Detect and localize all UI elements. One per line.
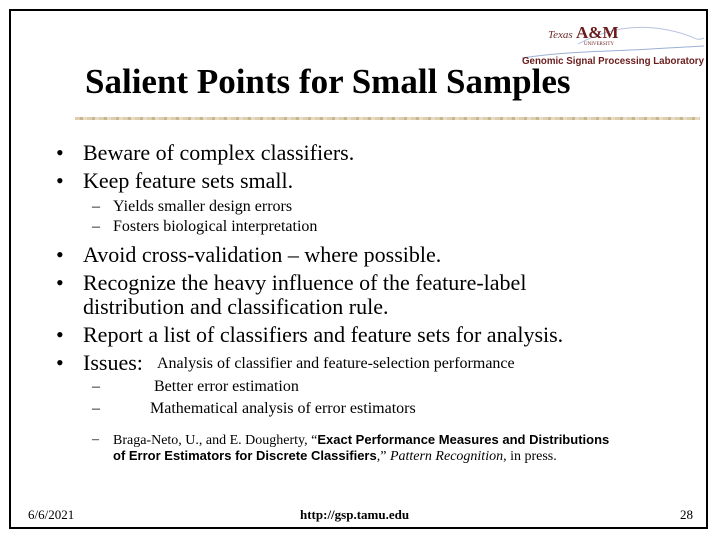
bullet-text: Avoid cross-validation – where possible. xyxy=(83,242,442,267)
reference-mid: ,” xyxy=(376,449,390,464)
dash-glyph: – xyxy=(92,400,100,417)
footer-date: 6/6/2021 xyxy=(28,507,75,522)
bullet-continuation: distribution and classification rule. xyxy=(83,294,389,319)
bullet-glyph: • xyxy=(56,350,64,375)
svg-text:UNIVERSITY: UNIVERSITY xyxy=(584,42,614,47)
reference-title-line1: Exact Performance Measures and Distributions xyxy=(317,432,610,447)
bullet-glyph: • xyxy=(56,270,64,295)
bullet-glyph: • xyxy=(56,322,64,347)
dash-glyph: – xyxy=(92,198,100,215)
slide-title: Salient Points for Small Samples xyxy=(85,62,571,101)
bullet-text: Beware of complex classifiers. xyxy=(83,140,355,165)
svg-text:Texas: Texas xyxy=(548,29,573,41)
reference-title-line2: of Error Estimators for Discrete Classifiers xyxy=(113,448,377,463)
bullet-glyph: • xyxy=(56,168,64,193)
title-underline xyxy=(75,117,700,120)
footer-page-number: 28 xyxy=(680,507,693,522)
issues-text: Analysis of classifier and feature-selection performance xyxy=(157,355,515,372)
bullet-glyph: • xyxy=(56,140,64,165)
sub-bullet-text: Better error estimation xyxy=(154,378,299,395)
sub-bullet-text: Mathematical analysis of error estimators xyxy=(150,400,416,417)
svg-text:A&M: A&M xyxy=(576,23,619,42)
dash-glyph: – xyxy=(92,218,100,235)
dash-glyph: – xyxy=(92,432,99,447)
dash-glyph: – xyxy=(92,378,100,395)
svg-text:Genomic Signal Processing Labo: Genomic Signal Processing Laboratory xyxy=(522,55,705,67)
texas-am-gsp-logo xyxy=(518,18,708,68)
reference-authors: Braga-Neto, U., and E. Dougherty, “ xyxy=(113,433,318,448)
bullet-glyph: • xyxy=(56,242,64,267)
footer-url[interactable]: http://gsp.tamu.edu xyxy=(300,507,410,522)
reference-journal: Pattern Recognition xyxy=(389,449,504,464)
reference-continuation xyxy=(113,448,557,465)
bullet-text: Recognize the heavy influence of the feature-label xyxy=(83,270,527,295)
bullet-text: Issues: xyxy=(83,350,143,375)
bullet-text: Keep feature sets small. xyxy=(83,168,294,193)
sub-bullet-text: Yields smaller design errors xyxy=(113,198,293,215)
reference-tail: , in press. xyxy=(503,449,557,464)
sub-bullet-text: Fosters biological interpretation xyxy=(113,218,318,235)
bullet-text: Report a list of classifiers and feature sets for analysis. xyxy=(83,322,564,347)
